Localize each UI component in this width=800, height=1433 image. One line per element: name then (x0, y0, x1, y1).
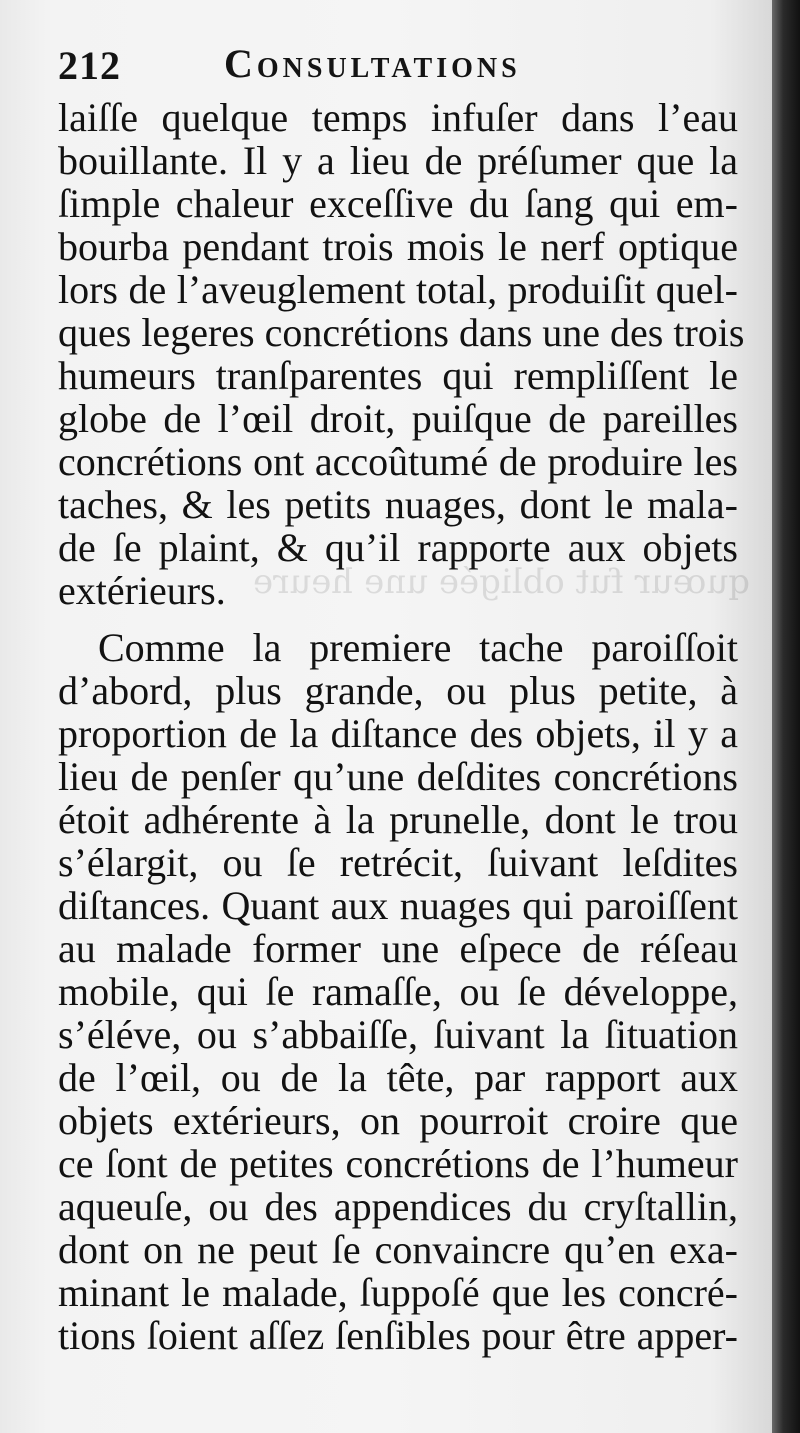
text-line: ce ſont de petites concrétions de l’humeur (58, 1141, 738, 1186)
text-line: globe de l’œil droit, puiſque de pareilles (58, 396, 738, 441)
text-line: lieu de penſer qu’une deſdites concrétions (58, 754, 738, 799)
text-line: d’abord, plus grande, ou plus petite, à (58, 668, 738, 713)
text-line: diſtances. Quant aux nuages qui paroiſſent (58, 883, 738, 928)
text-line: ſimple chaleur exceſſive du ſang qui em- (58, 181, 738, 226)
paragraph-2 (58, 626, 738, 1357)
text-line: au malade former une eſpece de réſeau (58, 926, 738, 971)
text-line: ques legeres concrétions dans une des trois (58, 310, 745, 355)
page-edge-shadow (772, 0, 800, 1433)
page-number: 212 (58, 43, 121, 88)
text-line: laiſſe quelque temps infuſer dans l’eau (58, 95, 738, 140)
page-header (58, 36, 738, 96)
paragraph-1 (58, 95, 745, 613)
text-line: proportion de la diſtance des objets, il y a (58, 711, 738, 756)
text-line: aqueuſe, ou des appendices du cryſtallin, (58, 1184, 738, 1229)
text-line: concrétions ont accoûtumé de produire les (58, 439, 738, 484)
text-line: Comme la premiere tache paroiſſoit (98, 625, 738, 670)
text-line: s’élargit, ou ſe retrécit, ſuivant leſdites (58, 840, 738, 885)
text-line: mobile, qui ſe ramaſſe, ou ſe développe, (58, 969, 738, 1014)
text-line: humeurs tranſparentes qui rempliſſent le (58, 353, 738, 398)
text-line: tions ſoient aſſez ſenſibles pour être apper- (58, 1313, 738, 1358)
text-line: de ſe plaint, & qu’il rapporte aux objets (58, 525, 738, 570)
text-line: bouillante. Il y a lieu de préſumer que la (58, 138, 738, 183)
text-line: étoit adhérente à la prunelle, dont le trou (58, 797, 738, 842)
text-line: de l’œil, ou de la tête, par rapport aux (58, 1055, 738, 1100)
text-line: extérieurs. (58, 568, 226, 613)
body-text (58, 95, 745, 1358)
paragraph-gap (58, 612, 738, 626)
show-through-text: quœur fut obligée une heure (252, 562, 750, 602)
text-line: bourba pendant trois mois le nerf optique (58, 224, 738, 269)
running-head: Consultations (224, 41, 521, 86)
text-line: lors de l’aveuglement total, produiſit quel- (58, 267, 738, 312)
text-line: dont on ne peut ſe convaincre qu’en exa- (58, 1227, 738, 1272)
text-line: s’éléve, ou s’abbaiſſe, ſuivant la ſituation (58, 1012, 738, 1057)
text-line: objets extérieurs, on pourroit croire que (58, 1098, 738, 1143)
text-line: minant le malade, ſuppoſé que les concré- (58, 1270, 738, 1315)
text-line: taches, & les petits nuages, dont le mala- (58, 482, 738, 527)
